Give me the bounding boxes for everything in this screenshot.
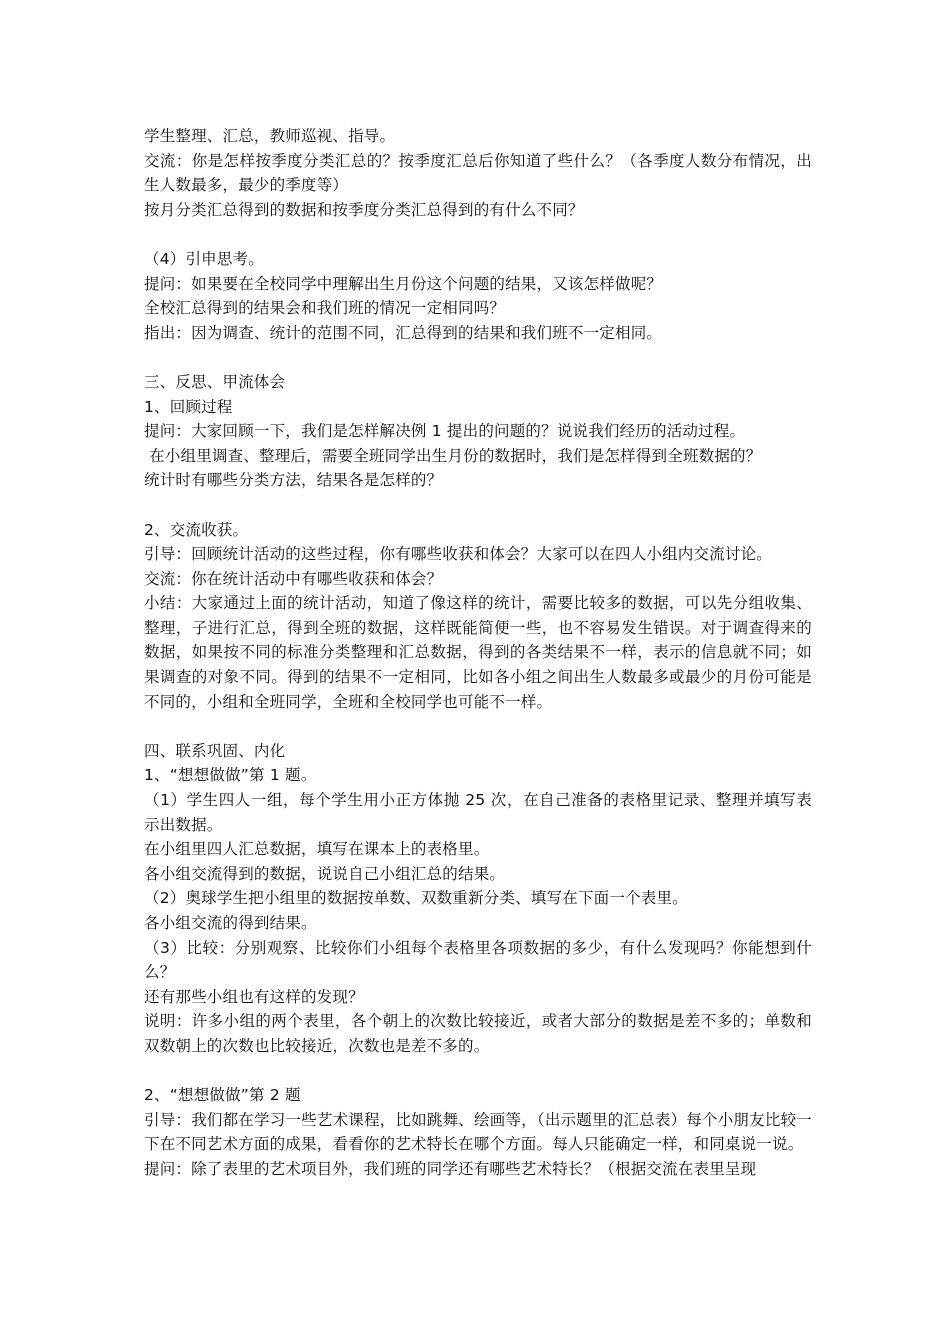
paragraph: 全校汇总得到的结果会和我们班的情况一定相同吗？ <box>144 299 506 318</box>
subsection-heading: 2、“想想做做”第 2 题 <box>144 1086 301 1105</box>
subsection-heading: 1、“想想做做”第 1 题。 <box>144 766 317 785</box>
paragraph: 还有那些小组也有这样的发现？ <box>144 987 364 1006</box>
paragraph: 提问：除了表里的艺术项目外，我们班的同学还有哪些艺术特长？（根据交流在表里呈现 <box>144 1159 757 1178</box>
section-heading: 四、联系巩固、内化 <box>144 741 286 760</box>
paragraph: （4）引申思考。 <box>144 249 264 268</box>
section-heading: 三、反思、甲流体会 <box>144 372 286 391</box>
paragraph: 引导：回顾统计活动的这些过程，你有哪些收获和体会？大家可以在四人小组内交流讨论。 <box>144 545 773 564</box>
paragraph: 在小组里调查、整理后，需要全班同学出生月份的数据时，我们是怎样得到全班数据的？ <box>144 446 762 465</box>
subsection-heading: 2、交流收获。 <box>144 520 249 539</box>
paragraph: （1）学生四人一组，每个学生用小正方体抛 25 次，在自己准备的表格里记录、整理并填写表示出数据。 <box>144 791 812 834</box>
paragraph: 提问：如果要在全校同学中理解出生月份这个问题的结果，又该怎样做呢？ <box>144 274 663 293</box>
paragraph: 交流：你是怎样按季度分类汇总的？按季度汇总后你知道了些什么？（各季度人数分布情况，出生人数最多，最少的季度等） <box>144 151 812 195</box>
paragraph: 各小组交流的得到结果。 <box>144 914 317 932</box>
paragraph: 在小组里四人汇总数据，填写在课本上的表格里。 <box>144 840 490 859</box>
document-page <box>144 124 812 1182</box>
paragraph: 各小组交流得到的数据，说说自己小组汇总的结果。 <box>144 864 506 883</box>
paragraph: 统计时有哪些分类方法，结果各是怎样的？ <box>144 471 443 490</box>
subsection-heading: 1、回顾过程 <box>144 397 233 416</box>
paragraph: （3）比较：分别观察、比较你们小组每个表格里各项数据的多少，有什么发现吗？你能想到什么？ <box>144 938 812 982</box>
paragraph: 按月分类汇总得到的数据和按季度分类汇总得到的有什么不同？ <box>144 200 584 219</box>
blank-line <box>144 1059 812 1084</box>
paragraph: 学生整理、汇总，教师巡视、指导。 <box>144 127 396 145</box>
blank-line <box>144 222 812 247</box>
blank-line <box>144 714 812 739</box>
blank-line <box>144 493 812 518</box>
paragraph: 指出：因为调查、统计的范围不同，汇总得到的结果和我们班不一定相同。 <box>144 323 663 342</box>
paragraph: 引导：我们都在学习一些艺术课程，比如跳舞、绘画等，（出示题里的汇总表）每个小朋友比较一下在不同艺术方面的成果，看看你的艺术特长在哪个方面。每人只能确定一样，和同桌说一说。 <box>144 1110 812 1154</box>
paragraph: 小结：大家通过上面的统计活动，知道了像这样的统计，需要比较多的数据，可以先分组收集、整理，子进行汇总，得到全班的数据，这样既能简便一些，也不容易发生错误。对于调查得来的数据，如果按不同的标准分类整理和汇总数据，得到的各类结果不一样，表示的信息就不同；如果调查的对象不同。得到的结果不一定相同，比如各小组之间出生人数最多或最少的月份可能是不同的，小组和全班同学，全班和全校同学也可能不一样。 <box>144 594 812 711</box>
paragraph: 交流：你在统计活动中有哪些收获和体会？ <box>144 569 443 588</box>
paragraph: 说明：许多小组的两个表里，各个朝上的次数比较接近，或者大部分的数据是差不多的；单数和双数朝上的次数也比较接近，次数也是差不多的。 <box>144 1012 812 1055</box>
blank-line <box>144 345 812 370</box>
paragraph: 提问：大家回顾一下，我们是怎样解决例 1 提出的问题的？说说我们经历的活动过程。 <box>144 422 746 441</box>
paragraph: （2）奥球学生把小组里的数据按单数、双数重新分类、填写在下面一个表里。 <box>144 889 688 908</box>
